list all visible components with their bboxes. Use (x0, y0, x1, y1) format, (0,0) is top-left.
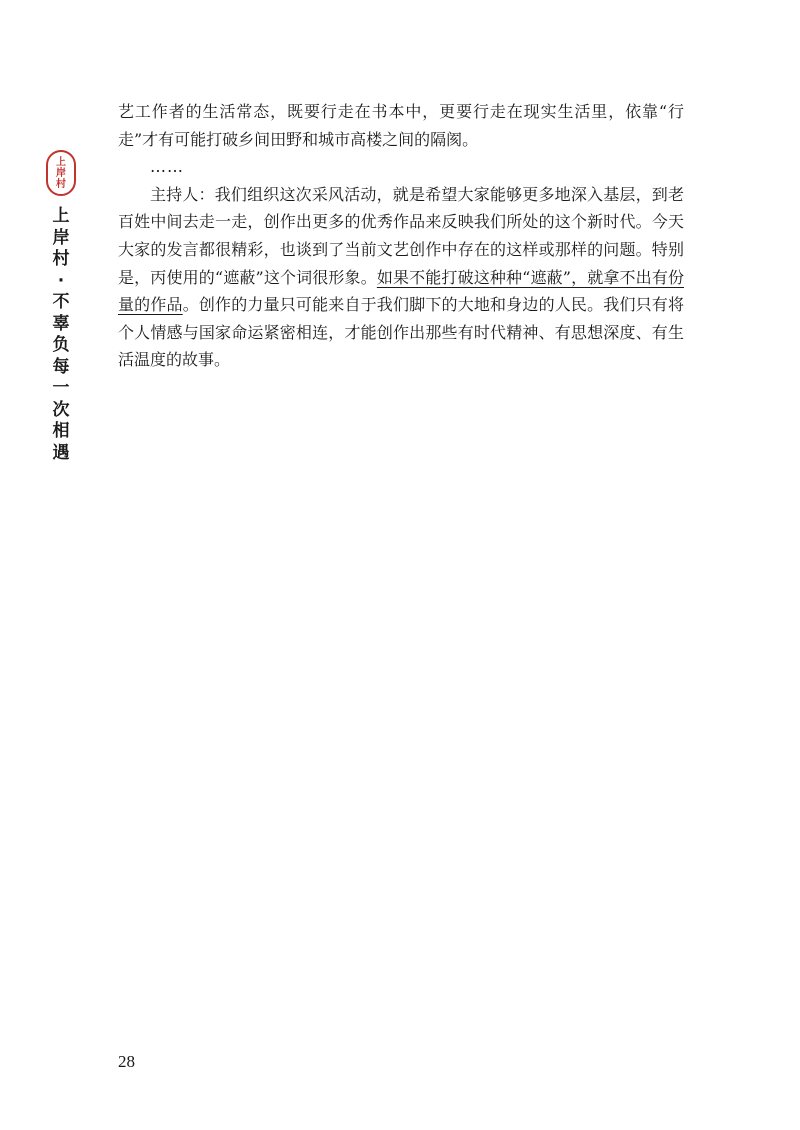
seal-char: 村 (56, 178, 66, 190)
seal-char: 岸 (56, 167, 66, 179)
underlined-sentence: 如果不能打破这种种“遮蔽”，就拿不出有份量的作品 (118, 267, 684, 315)
paragraph-text: 。创作的力量只可能来自于我们脚下的大地和身边的人民。我们只有将个人情感与国家命运紧密相连，才能创作出那些有时代精神、有思想深度、有生活温度的故事。 (118, 295, 684, 370)
page-number: 28 (118, 1052, 135, 1071)
ellipsis: …… (150, 157, 184, 177)
vertical-book-title: 上 岸 村 · 不 辜 负 每 一 次 相 遇 (52, 206, 70, 463)
red-seal-stamp (46, 150, 76, 196)
seal-char: 上 (56, 156, 66, 168)
body-text (118, 98, 684, 374)
paragraph (118, 181, 684, 374)
paragraph: 艺工作者的生活常态，既要行走在书本中，更要行走在现实生活里，依靠“行走”才有可能打破乡间田野和城市高楼之间的隔阂。 (118, 102, 684, 149)
paragraph-text: 主持人：我们组织这次采风活动，就是希望大家能够更多地深入基层，到老百姓中间去走一走，创作出更多的优秀作品来反映我们所处的这个新时代。今天大家的发言都很精彩，也谈到了当前文艺创作中存在的这样或那样的问题。特别是，丙使用的“遮蔽”这个词很形象。 (118, 184, 684, 287)
